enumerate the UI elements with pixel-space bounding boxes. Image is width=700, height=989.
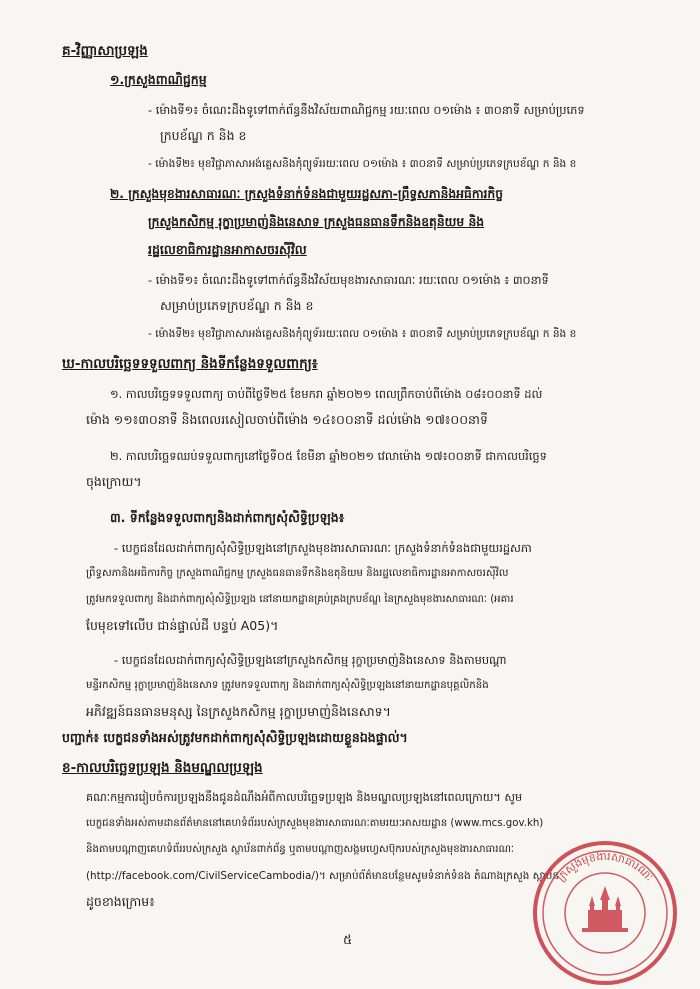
paragraph-line: - បេក្ខជនដែលដាក់ពាក្យសុំសិទ្ធិប្រឡងនៅក្រសួងកសិកម្ម រុក្ខាប្រមាញ់និងនេសាទ និងតាមបណ្តា (114, 653, 507, 667)
page-number: ៥ (343, 933, 353, 948)
paragraph-line: ១. កាលបរិច្ឆេទទទួលពាក្យ ចាប់ពីថ្ងៃទី២៥ ខែមករា ឆ្នាំ២០២១ ពេលព្រឹកចាប់ពីម៉ោង ០៨៖០០នាទី ដល់ (110, 387, 543, 401)
paragraph-line: - ម៉ោងទី១៖ ចំណេះដឹងទូទៅពាក់ព័ន្ធនឹងវិស័យពាណិជ្ជកម្ម រយៈពេល ០១ម៉ោង ៖ ៣០នាទី សម្រាប់ប្រភេទ (148, 103, 585, 117)
subheading-ministry-of-commerce: ១.ក្រសួងពាណិជ្ជកម្ម (110, 72, 207, 87)
paragraph-line: - ម៉ោងទី២៖ មុខវិជ្ជាភាសាអង់គ្លេសនិងកុំព្យូទ័ររយៈពេល ០១ម៉ោង ៖ ៣០នាទី សម្រាប់ប្រភេទក្របខ័ណ្ឌ ក និង ខ (148, 328, 577, 340)
paragraph-line: ព្រឹទ្ធសភានិងអធិការកិច្ច ក្រសួងពាណិជ្ជកម្ម ក្រសួងធនធានទឹកនិងឧតុនិយម និងរដ្ឋលេខាធិការដ្ឋានអាកាសចរស៊ីវិល (86, 568, 509, 579)
subheading-line: រដ្ឋលេខាធិការដ្ឋានអាកាសចរស៊ីវិល (148, 242, 307, 257)
paragraph-line: ចុងក្រោយ។ (86, 474, 142, 489)
paragraph-line: ២. កាលបរិច្ឆេទឈប់ទទួលពាក្យនៅថ្ងៃទី០៥ ខែមីនា ឆ្នាំ២០២១ វេលាម៉ោង ១៧៖០០នាទី ជាកាលបរិច្ឆេទ (110, 449, 547, 463)
paragraph-line: - បេក្ខជនដែលដាក់ពាក្យសុំសិទ្ធិប្រឡងនៅក្រសួងមុខងារសាធារណៈ ក្រសួងទំនាក់ទំនងជាមួយរដ្ឋសភា (114, 541, 532, 555)
paragraph-line: (http://facebook.com/CivilServiceCambodia/)។ សម្រាប់ព័ត៌មានបន្ថែមសូមទំនាក់ទំនង តំណាងក្រសួង ស្ថាប័ន (86, 870, 560, 882)
section-heading-exam-date: ខ-កាលបរិច្ឆេទប្រឡង និងមណ្ឌលប្រឡង (62, 760, 263, 776)
paragraph-line: ដូចខាងក្រោម៖ (86, 894, 155, 909)
paragraph-line: អភិវឌ្ឍន៍ធនធានមនុស្ស នៃក្រសួងកសិកម្ម រុក្ខាប្រមាញ់និងនេសាទ។ (86, 704, 391, 719)
paragraph-line: - ម៉ោងទី២៖ មុខវិជ្ជាភាសាអង់គ្លេសនិងកុំព្យូទ័ររយៈពេល ០១ម៉ោង ៖ ៣០នាទី សម្រាប់ប្រភេទក្របខ័ណ្ឌ ក និង ខ (148, 158, 577, 170)
subheading-application-place: ៣. ទីកន្លែងទទួលពាក្យនិងដាក់ពាក្យសុំសិទ្ធិប្រឡង៖ (110, 510, 345, 525)
paragraph-line: គណៈកម្មការរៀបចំការប្រឡងនឹងជូនដំណឹងអំពីកាលបរិច្ឆេទប្រឡង និងមណ្ឌលប្រឡងនៅពេលក្រោយ។ សូម (86, 791, 523, 804)
paragraph-line: បែមុខទៅលើប ជាន់ផ្ទាល់ដី បន្ទប់ A05)។ (86, 618, 279, 633)
note-line: បញ្ជាក់៖ បេក្ខជនទាំងអស់ត្រូវមកដាក់ពាក្យសុំសិទ្ធិប្រឡងដោយខ្លួនឯងផ្ទាល់។ (62, 730, 408, 745)
paragraph-line: មន្ទីរកសិកម្ម រុក្ខាប្រមាញ់និងនេសាទ ត្រូវមកទទួលពាក្យ និងដាក់ពាក្យសុំសិទ្ធិប្រឡងនៅនាយកដ្ឋានបុគ្គលិកនិង (86, 680, 489, 691)
subheading-line: ក្រសួងកសិកម្ម រុក្ខាប្រមាញ់និងនេសាទ ក្រសួងធនធានទឹកនិងឧតុនិយម និង (148, 215, 485, 229)
official-seal-icon (530, 838, 680, 988)
seal-text: ក្រសួងមុខងារសាធារណៈ (554, 849, 656, 884)
paragraph-line: សម្រាប់ប្រភេទក្របខ័ណ្ឌ ក និង ខ (160, 298, 314, 313)
paragraph-line: ក្របខ័ណ្ឌ ក និង ខ (160, 128, 247, 143)
section-heading-application-date: ឃ-កាលបរិច្ឆេទទទួលពាក្យ និងទីកន្លែងទទួលពាក្យ៖ (62, 356, 318, 372)
paragraph-line: និងតាមបណ្តាញគេហទំព័ររបស់ក្រសួង ស្ថាប័នពាក់ព័ន្ធ ឬតាមបណ្តាញសង្គមហ្វេសប៊ុករបស់ក្រសួងមុខងារសាធារណៈ (86, 844, 515, 855)
paragraph-line: - ម៉ោងទី១៖ ចំណេះដឹងទូទៅពាក់ព័ន្ធនឹងវិស័យមុខងារសាធារណៈ រយៈពេល ០១ម៉ោង ៖ ៣០នាទី (148, 273, 549, 287)
section-heading-exam-subjects: គ-វិញ្ញាសាប្រឡង (62, 43, 148, 59)
paragraph-line: ម៉ោង ១១៖៣០នាទី និងពេលរសៀលចាប់ពីម៉ោង ១៤៖០០នាទី ដល់ម៉ោង ១៧៖០០នាទី (86, 412, 488, 427)
paragraph-line: ត្រូវមកទទួលពាក្យ និងដាក់ពាក្យសុំសិទ្ធិប្រឡង នៅនាយកដ្ឋានគ្រប់គ្រងក្របខ័ណ្ឌ នៃក្រសួងមុខងារសាធារណៈ (អគារ (86, 594, 514, 605)
subheading-public-function: ២. ក្រសួងមុខងារសាធារណៈ ក្រសួងទំនាក់ទំនងជាមួយរដ្ឋសភា-ព្រឹទ្ធសភានិងអធិការកិច្ច (110, 187, 504, 201)
paragraph-line: បេក្ខជនទាំងអស់តាមដានព័ត៌មាននៅគេហទំព័ររបស់ក្រសួងមុខងារសាធារណៈតាមរយៈអាសយដ្ឋាន (www.mcs.gov.kh) (86, 818, 544, 829)
